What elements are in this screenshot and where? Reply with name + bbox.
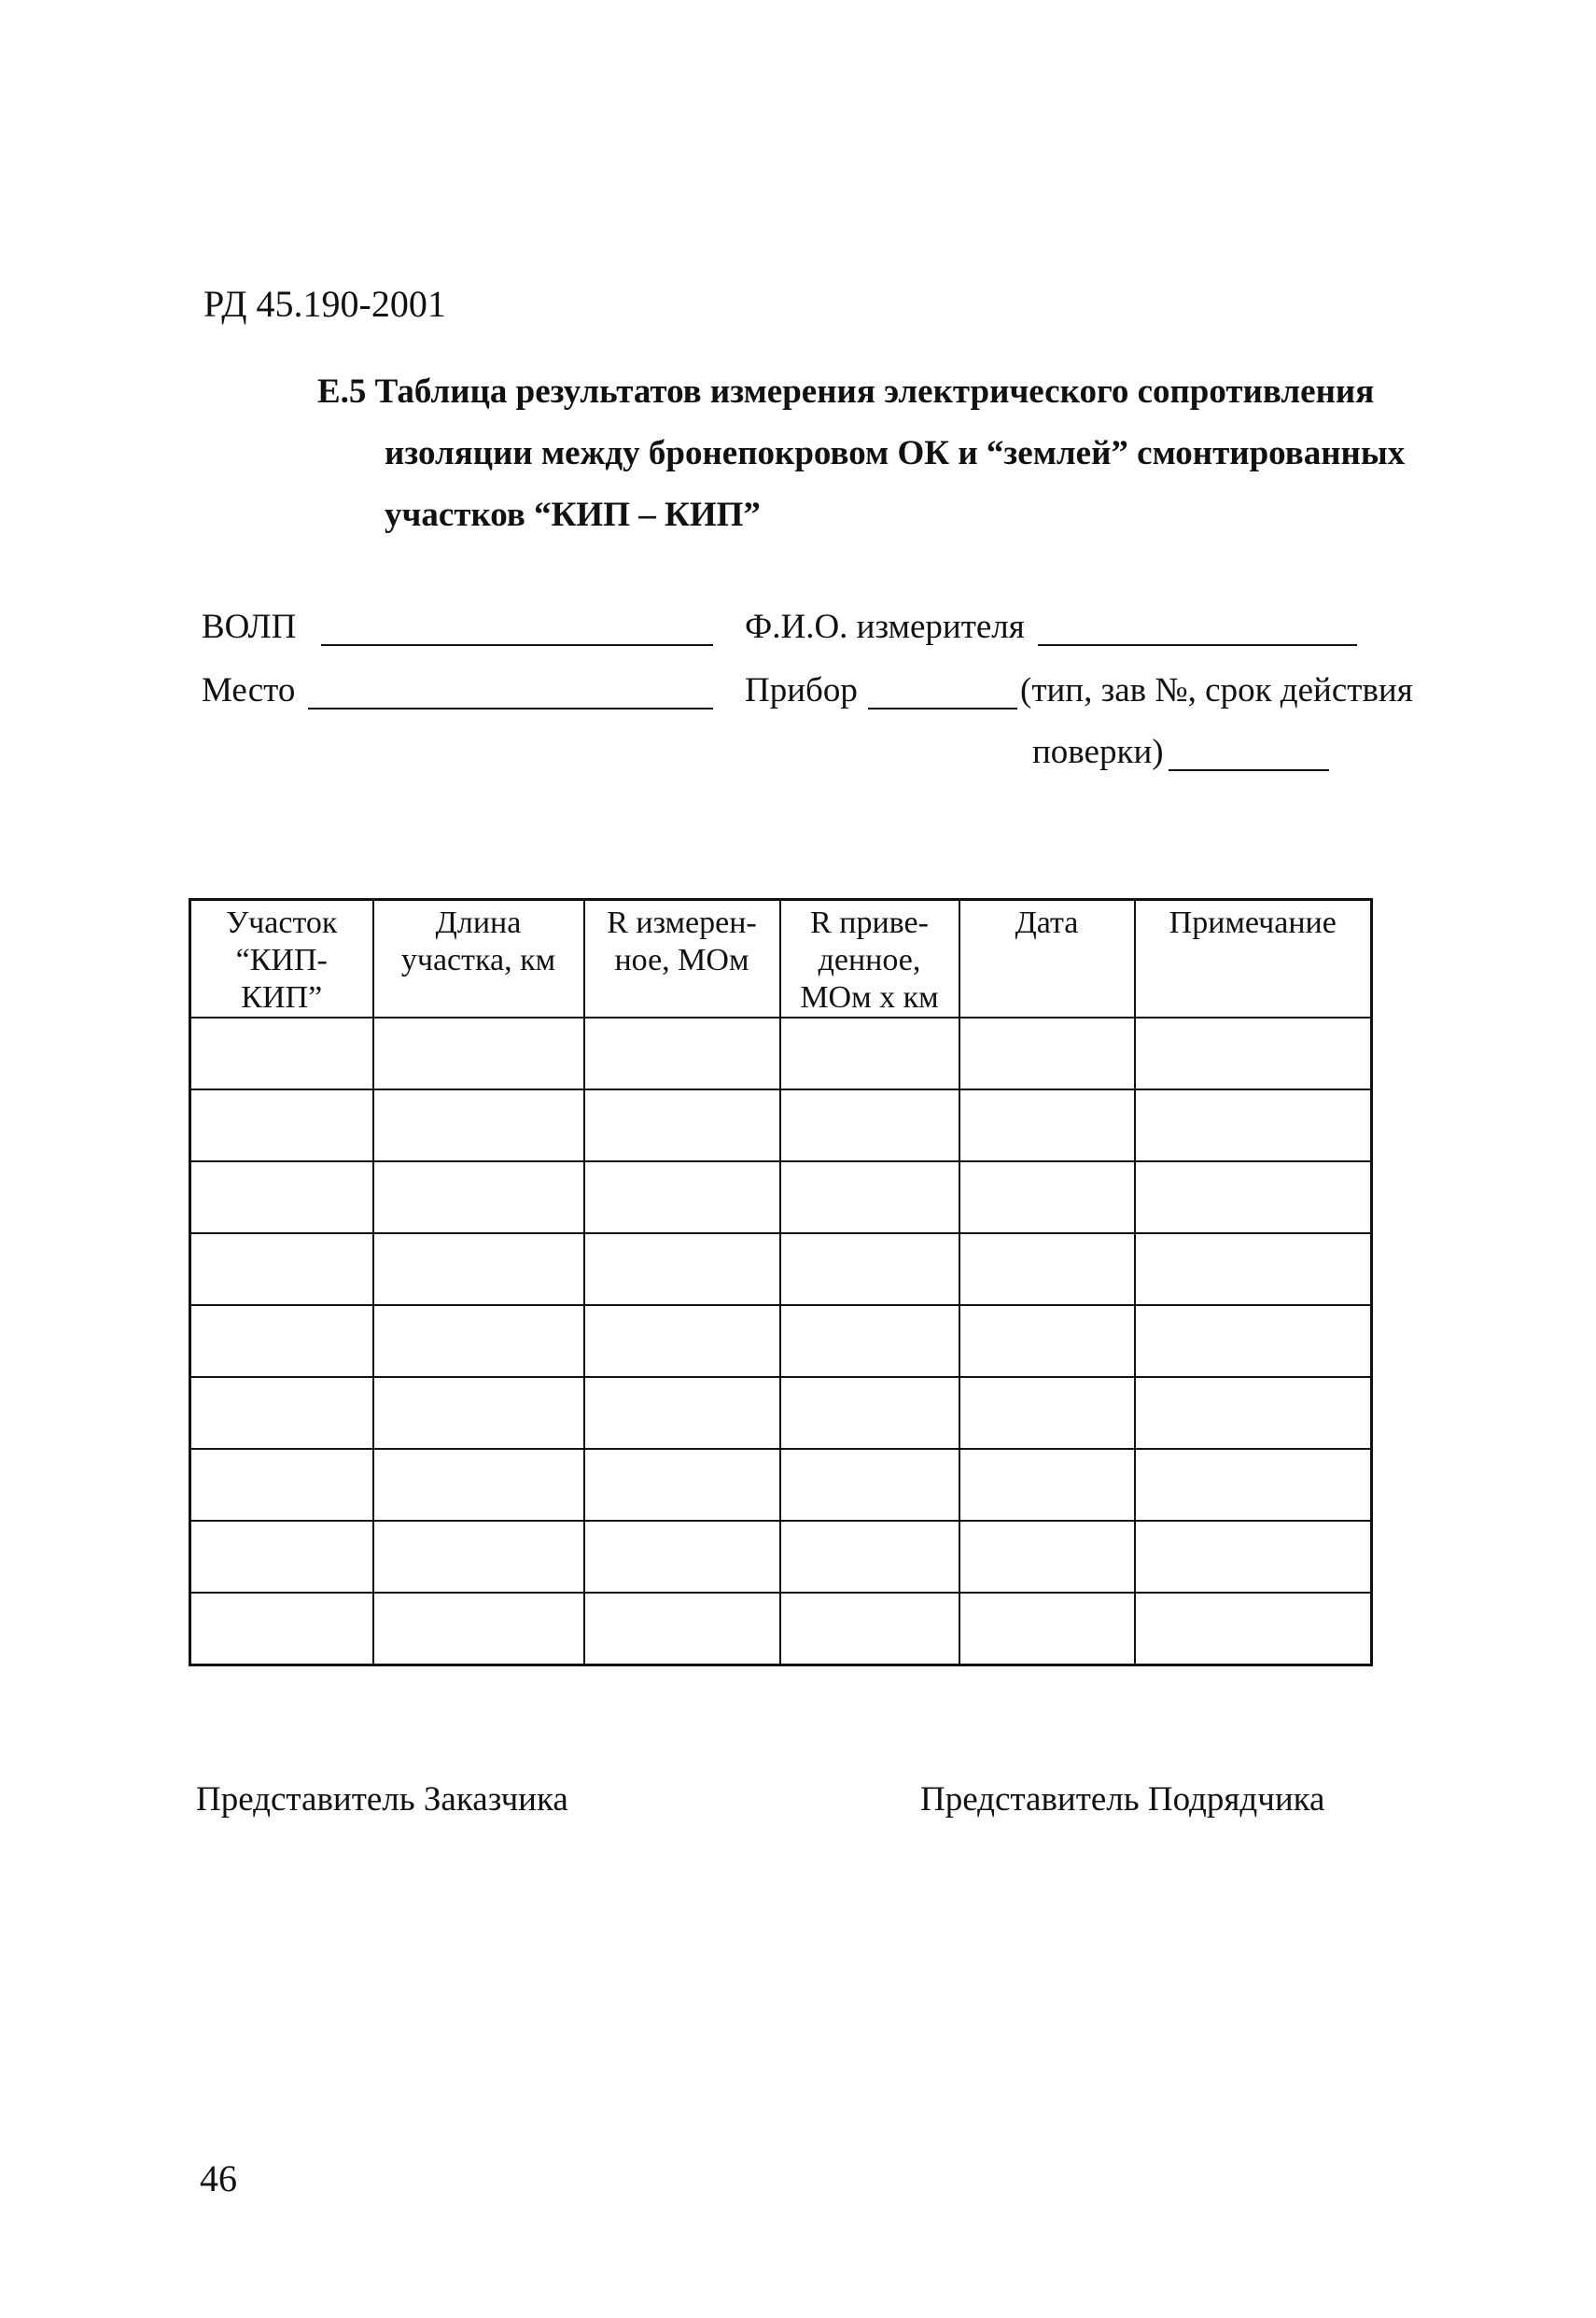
table-cell[interactable] [190, 1018, 373, 1089]
table-cell[interactable] [190, 1089, 373, 1161]
table-cell[interactable] [1135, 1233, 1372, 1305]
results-table [189, 898, 1373, 1666]
contractor-representative: Представитель Подрядчика [920, 1780, 1325, 1819]
table-cell[interactable] [373, 1449, 584, 1521]
measurer-label: Ф.И.О. измерителя [745, 608, 1025, 646]
table-cell[interactable] [190, 1233, 373, 1305]
table-cell[interactable] [373, 1018, 584, 1089]
table-cell[interactable] [780, 1593, 959, 1665]
table-cell[interactable] [959, 1089, 1135, 1161]
table-cell[interactable] [1135, 1449, 1372, 1521]
table-cell[interactable] [584, 1161, 780, 1233]
table-cell[interactable] [1135, 1089, 1372, 1161]
col-header-section: Участок “КИП-КИП” [190, 900, 373, 1019]
table-cell[interactable] [373, 1305, 584, 1377]
table-cell[interactable] [1135, 1018, 1372, 1089]
volp-label: ВОЛП [202, 608, 297, 646]
device-label: Прибор [745, 671, 858, 709]
table-row [190, 1593, 1372, 1665]
col-header-r-measured: R измерен-ное, МОм [584, 900, 780, 1019]
table-cell[interactable] [190, 1377, 373, 1449]
table-cell[interactable] [959, 1521, 1135, 1593]
table-cell[interactable] [584, 1521, 780, 1593]
table-cell[interactable] [780, 1233, 959, 1305]
table-cell[interactable] [780, 1018, 959, 1089]
verification-label: поверки) [1032, 733, 1164, 771]
table-cell[interactable] [373, 1089, 584, 1161]
table-cell[interactable] [584, 1233, 780, 1305]
table-cell[interactable] [373, 1521, 584, 1593]
verification-blank[interactable] [1169, 769, 1329, 771]
table-cell[interactable] [1135, 1305, 1372, 1377]
table-cell[interactable] [584, 1018, 780, 1089]
table-title-line-1: Е.5 Таблица результатов измерения электрического сопротивления [317, 372, 1375, 411]
col-header-note: Примечание [1135, 900, 1372, 1019]
table-cell[interactable] [584, 1593, 780, 1665]
table-cell[interactable] [373, 1377, 584, 1449]
measurer-blank[interactable] [1038, 644, 1357, 646]
customer-representative: Представитель Заказчика [196, 1780, 568, 1819]
table-row [190, 1449, 1372, 1521]
table-cell[interactable] [1135, 1377, 1372, 1449]
col-header-r-reduced: R приве-денное, МОм х км [780, 900, 959, 1019]
device-note: (тип, зав №, срок действия [1020, 671, 1413, 709]
device-blank[interactable] [868, 708, 1017, 709]
table-cell[interactable] [959, 1449, 1135, 1521]
table-cell[interactable] [1135, 1161, 1372, 1233]
table-cell[interactable] [959, 1305, 1135, 1377]
table-cell[interactable] [190, 1449, 373, 1521]
table-row [190, 1161, 1372, 1233]
table-cell[interactable] [959, 1161, 1135, 1233]
table-cell[interactable] [1135, 1593, 1372, 1665]
table-cell[interactable] [780, 1449, 959, 1521]
document-code: РД 45.190-2001 [203, 283, 446, 325]
table-body [190, 1018, 1372, 1665]
table-row [190, 1018, 1372, 1089]
table-title-line-3: участков “КИП – КИП” [385, 496, 761, 534]
table-title-line-2: изоляции между бронепокровом ОК и “землей” смонтированных [385, 434, 1406, 472]
table-cell[interactable] [584, 1089, 780, 1161]
table-cell[interactable] [780, 1521, 959, 1593]
table-row [190, 1089, 1372, 1161]
table-cell[interactable] [190, 1305, 373, 1377]
place-label: Место [202, 671, 296, 709]
table-header-row [190, 900, 1372, 1019]
table-row [190, 1377, 1372, 1449]
table-cell[interactable] [190, 1161, 373, 1233]
place-blank[interactable] [308, 708, 713, 709]
table-cell[interactable] [780, 1089, 959, 1161]
table-cell[interactable] [373, 1233, 584, 1305]
table-row [190, 1233, 1372, 1305]
table-cell[interactable] [584, 1305, 780, 1377]
table-cell[interactable] [373, 1593, 584, 1665]
table-cell[interactable] [373, 1161, 584, 1233]
table-cell[interactable] [780, 1377, 959, 1449]
table-cell[interactable] [584, 1449, 780, 1521]
table-row [190, 1521, 1372, 1593]
table-cell[interactable] [959, 1018, 1135, 1089]
table-cell[interactable] [584, 1377, 780, 1449]
volp-blank[interactable] [321, 644, 713, 646]
table-cell[interactable] [959, 1593, 1135, 1665]
table-cell[interactable] [959, 1377, 1135, 1449]
table-cell[interactable] [190, 1521, 373, 1593]
table-cell[interactable] [780, 1161, 959, 1233]
table-cell[interactable] [1135, 1521, 1372, 1593]
table-row [190, 1305, 1372, 1377]
col-header-length: Длина участка, км [373, 900, 584, 1019]
page-number: 46 [200, 2157, 237, 2199]
table-cell[interactable] [780, 1305, 959, 1377]
table-cell[interactable] [190, 1593, 373, 1665]
col-header-date: Дата [959, 900, 1135, 1019]
table-cell[interactable] [959, 1233, 1135, 1305]
